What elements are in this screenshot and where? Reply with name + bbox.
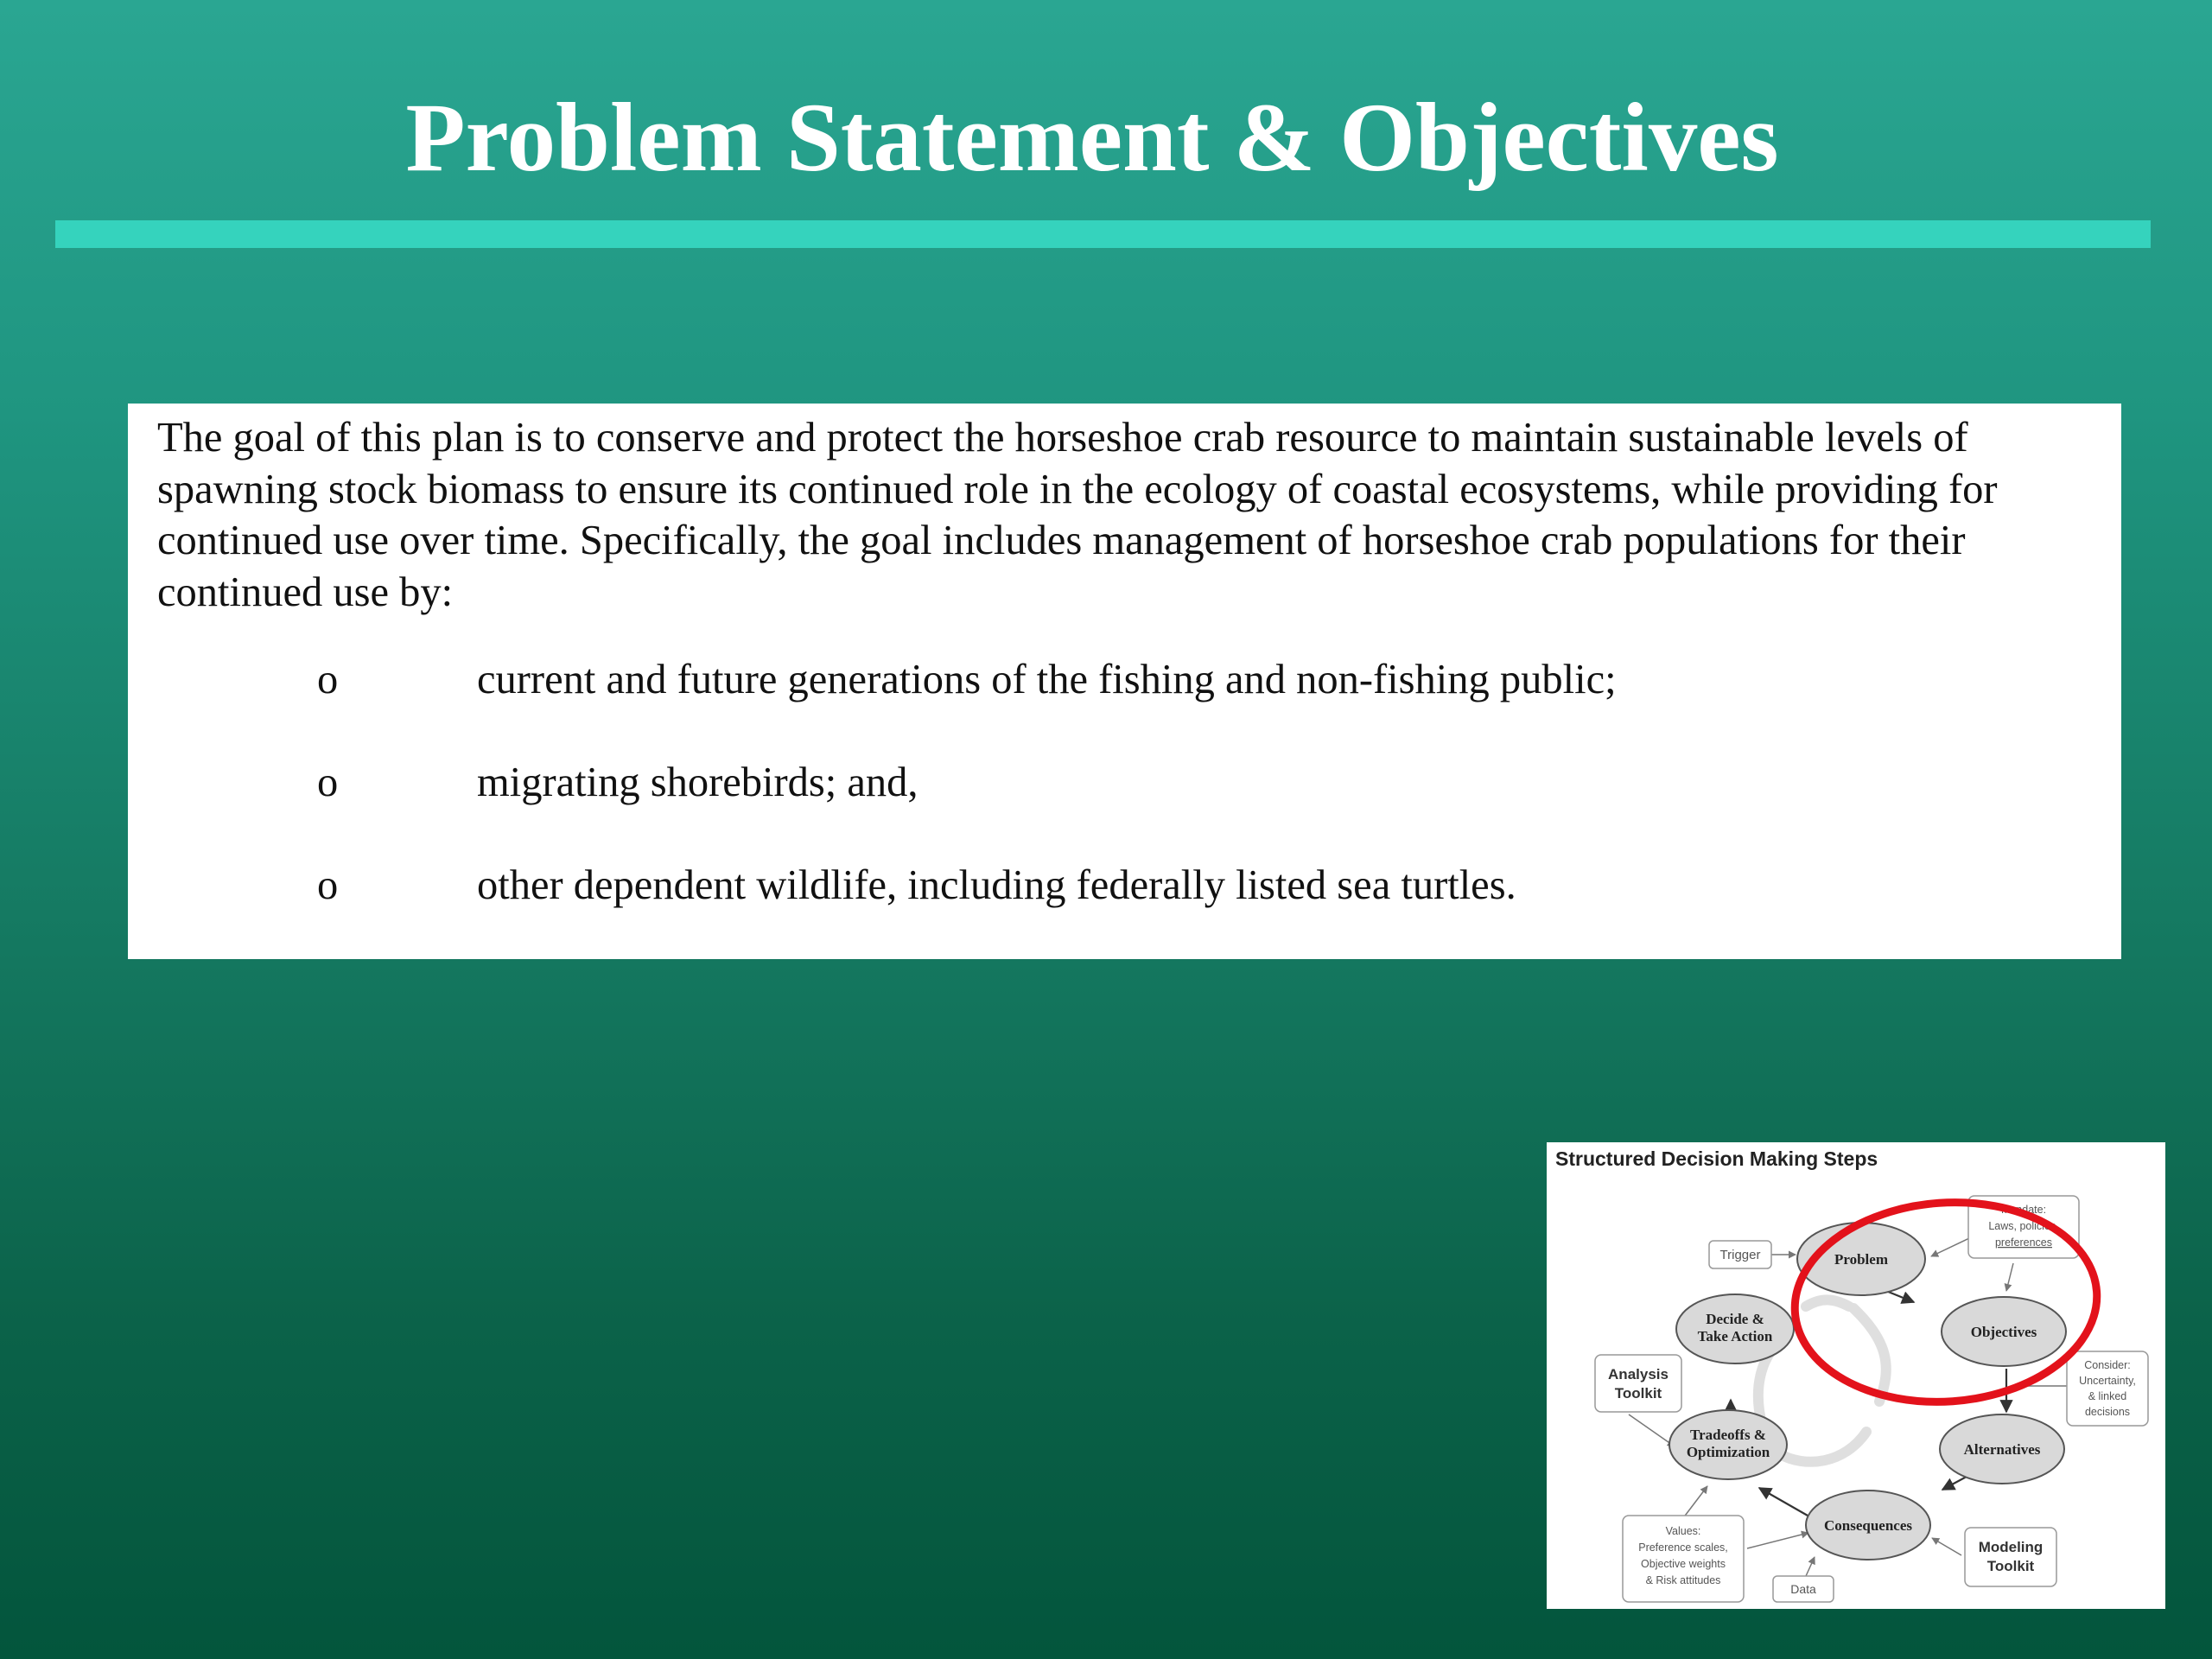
- goal-line-2: spawning stock biomass to ensure its continued role in the ecology of coastal ecosystems, while providing for: [157, 466, 1998, 512]
- bullet-text: migrating shorebirds; and,: [477, 760, 918, 805]
- svg-text:Alternatives: Alternatives: [1963, 1441, 2041, 1458]
- svg-text:Toolkit: Toolkit: [1986, 1558, 2035, 1574]
- svg-text:Modeling: Modeling: [1978, 1539, 2044, 1555]
- svg-text:Problem: Problem: [1834, 1251, 1889, 1268]
- box-data: [1773, 1576, 1834, 1602]
- goal-line-3: continued use over time. Specifically, the goal includes management of horseshoe crab populations for their: [157, 518, 1966, 563]
- goal-line-4: continued use by:: [157, 569, 454, 615]
- svg-text:Laws, policies,: Laws, policies,: [1988, 1220, 2059, 1232]
- svg-text:Mandate:: Mandate:: [2000, 1204, 2047, 1216]
- sdm-diagram-title: Structured Decision Making Steps: [1555, 1147, 1878, 1170]
- list-item: [157, 861, 2104, 964]
- goal-statement-box: [128, 404, 2121, 959]
- box-values: [1623, 1516, 1744, 1602]
- goal-paragraph: [157, 412, 2104, 618]
- svg-text:Analysis: Analysis: [1608, 1366, 1669, 1382]
- svg-text:Data: Data: [1790, 1582, 1816, 1596]
- svg-text:& linked: & linked: [2088, 1390, 2127, 1402]
- svg-text:Tradeoffs &: Tradeoffs &: [1690, 1427, 1766, 1443]
- svg-text:Trigger: Trigger: [1719, 1248, 1761, 1262]
- svg-text:Toolkit: Toolkit: [1614, 1385, 1662, 1402]
- goal-line-1: The goal of this plan is to conserve and protect the horseshoe crab resource to maintain sustainable levels of: [157, 415, 1968, 461]
- svg-text:Values:: Values:: [1665, 1525, 1701, 1537]
- sdm-diagram-graphic: [1547, 1142, 2165, 1609]
- svg-text:preferences: preferences: [1994, 1236, 2053, 1249]
- svg-text:& Risk attitudes: & Risk attitudes: [1645, 1574, 1721, 1586]
- svg-text:Optimization: Optimization: [1686, 1444, 1770, 1460]
- bullet-text: other dependent wildlife, including federally listed sea turtles.: [477, 862, 1516, 908]
- svg-text:Objectives: Objectives: [1970, 1324, 2037, 1340]
- bullet-text: current and future generations of the fishing and non-fishing public;: [477, 657, 1617, 702]
- svg-text:Consider:: Consider:: [2084, 1359, 2131, 1371]
- bullet-marker: o: [317, 862, 339, 908]
- bullet-marker: o: [317, 657, 339, 702]
- box-modeling-toolkit: [1965, 1528, 2056, 1586]
- node-decide: [1676, 1294, 1794, 1363]
- slide-title: Problem Statement & Objectives: [405, 84, 1779, 192]
- box-analysis-toolkit: [1595, 1355, 1681, 1412]
- svg-text:Consequences: Consequences: [1823, 1517, 1913, 1534]
- goal-bullet-list: [157, 656, 2104, 964]
- bullet-marker: o: [317, 760, 339, 805]
- svg-text:Objective weights: Objective weights: [1641, 1558, 1726, 1570]
- box-trigger: [1709, 1241, 1771, 1268]
- svg-text:Decide &: Decide &: [1706, 1311, 1764, 1327]
- title-divider: [55, 220, 2151, 248]
- box-consider: [2067, 1351, 2148, 1426]
- list-item: [157, 656, 2104, 759]
- svg-text:decisions: decisions: [2084, 1406, 2131, 1418]
- node-objectives: [1942, 1297, 2066, 1366]
- node-consequences: [1806, 1491, 1930, 1560]
- svg-text:Take Action: Take Action: [1697, 1328, 1773, 1344]
- node-alternatives: [1940, 1414, 2064, 1484]
- list-item: [157, 759, 2104, 861]
- node-tradeoffs: [1669, 1410, 1787, 1479]
- svg-text:Preference scales,: Preference scales,: [1638, 1541, 1728, 1554]
- sdm-diagram: [1547, 1142, 2165, 1609]
- svg-text:Uncertainty,: Uncertainty,: [2079, 1375, 2136, 1387]
